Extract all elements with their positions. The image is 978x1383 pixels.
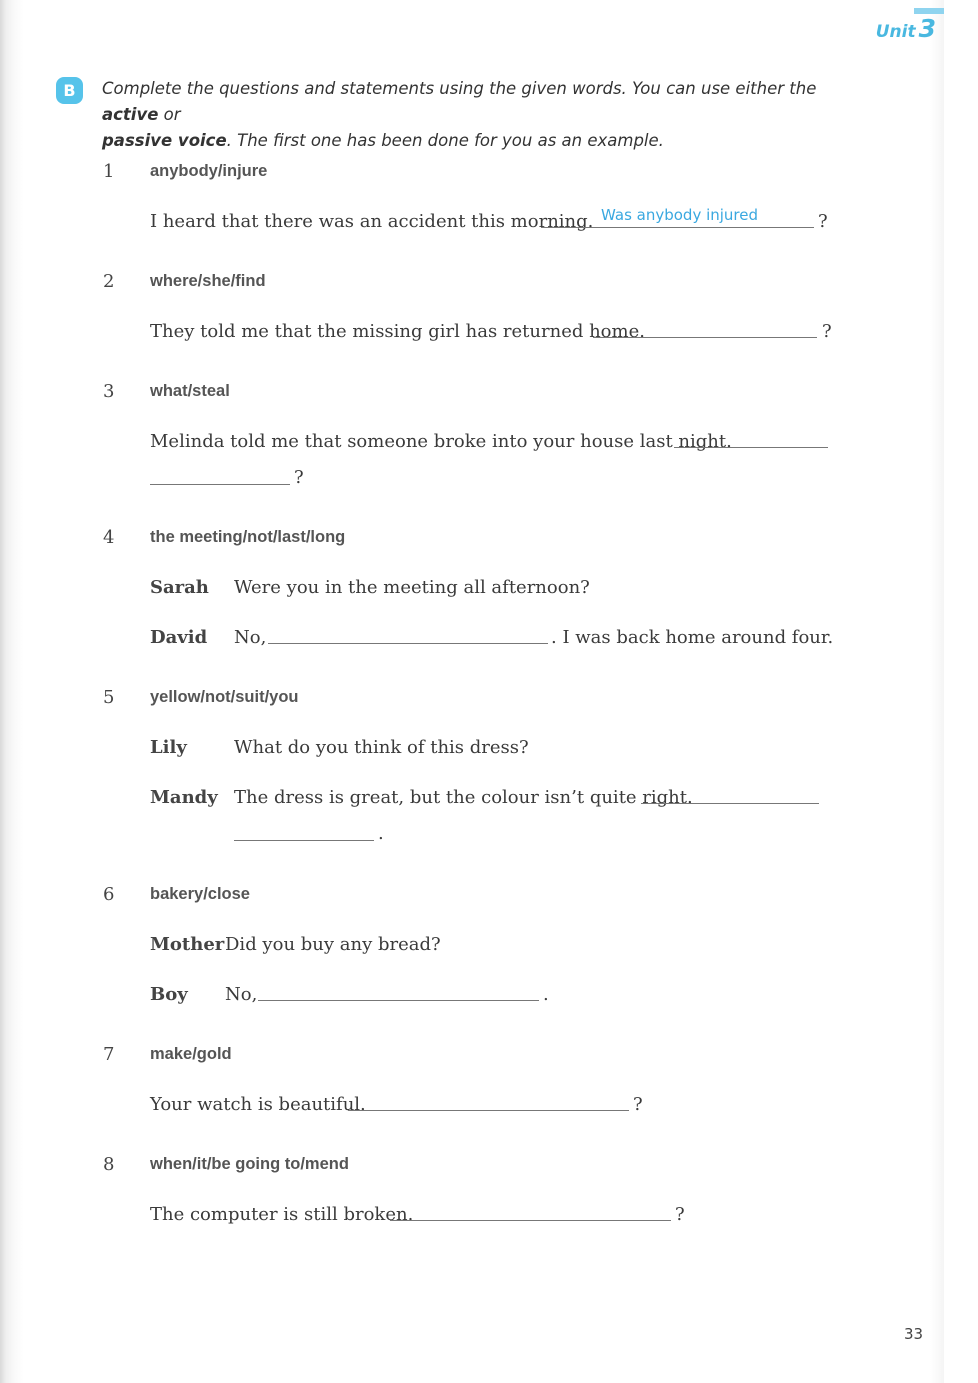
item-sentence: Your watch is beautiful. xyxy=(150,1094,366,1115)
answer-blank[interactable] xyxy=(268,643,548,644)
full-stop: . xyxy=(543,984,549,1005)
speaker-name: Mother xyxy=(150,934,225,955)
unit-number: 3 xyxy=(918,14,936,43)
answer-blank[interactable] xyxy=(674,447,828,448)
dialogue-line-start: No, xyxy=(234,627,267,648)
item-sentence: The computer is still broken. xyxy=(150,1204,414,1225)
full-stop: . xyxy=(378,823,384,844)
instruction-text-1: Complete the questions and statements using the given words. You can use either the xyxy=(102,79,817,98)
item-prompt: when/it/be going to/mend xyxy=(150,1155,349,1173)
item-prompt: anybody/injure xyxy=(150,162,268,180)
section-instructions xyxy=(102,76,842,154)
answer-blank[interactable] xyxy=(641,803,819,804)
question-mark: ? xyxy=(675,1204,685,1225)
question-mark: ? xyxy=(294,467,304,488)
dialogue-line: What do you think of this dress? xyxy=(234,737,529,758)
speaker-name: Lily xyxy=(150,737,187,758)
item-sentence: They told me that the missing girl has returned home. xyxy=(150,321,645,342)
answer-blank-continued[interactable] xyxy=(150,484,290,485)
item-prompt: bakery/close xyxy=(150,885,250,903)
sentence-text: I heard that there was an accident this morning. xyxy=(150,211,594,232)
dialogue-line: Were you in the meeting all afternoon? xyxy=(234,577,590,598)
item-number: 3 xyxy=(103,381,115,402)
item-prompt: where/she/find xyxy=(150,272,266,290)
dialogue-line: Did you buy any bread? xyxy=(225,934,441,955)
answer-blank[interactable] xyxy=(541,227,814,228)
unit-heading xyxy=(876,14,936,43)
item-prompt: yellow/not/suit/you xyxy=(150,688,299,706)
dialogue-line: The dress is great, but the colour isn’t quite right. xyxy=(234,787,693,808)
item-number: 8 xyxy=(103,1154,115,1175)
item-number: 7 xyxy=(103,1044,115,1065)
unit-label: Unit xyxy=(875,22,916,42)
page-edge xyxy=(944,0,978,1383)
item-sentence xyxy=(150,211,593,232)
item-number: 1 xyxy=(103,161,115,182)
item-number: 2 xyxy=(103,271,115,292)
item-prompt: what/steal xyxy=(150,382,230,400)
speaker-name: Sarah xyxy=(150,577,209,598)
example-answer: Was anybody injured xyxy=(601,206,759,224)
instruction-passive: passive voice xyxy=(102,131,227,150)
instruction-text-3: . The first one has been done for you as an example. xyxy=(226,131,664,150)
section-badge: B xyxy=(56,77,83,104)
page-number: 33 xyxy=(904,1325,924,1343)
answer-blank[interactable] xyxy=(390,1220,671,1221)
item-sentence: Melinda told me that someone broke into your house last night. xyxy=(150,431,732,452)
answer-blank-continued[interactable] xyxy=(234,840,374,841)
instruction-active: active xyxy=(102,105,159,124)
speaker-name: Mandy xyxy=(150,787,218,808)
question-mark: ? xyxy=(633,1094,643,1115)
item-number: 5 xyxy=(103,687,115,708)
instruction-text-2: or xyxy=(158,105,181,124)
dialogue-line-start: No, xyxy=(225,984,258,1005)
item-number: 4 xyxy=(103,527,115,548)
item-prompt: make/gold xyxy=(150,1045,232,1063)
dialogue-line-end: . I was back home around four. xyxy=(551,627,834,648)
speaker-name: David xyxy=(150,627,208,648)
speaker-name: Boy xyxy=(150,984,188,1005)
question-mark: ? xyxy=(822,321,832,342)
item-prompt: the meeting/not/last/long xyxy=(150,528,346,546)
answer-blank[interactable] xyxy=(593,337,817,338)
item-number: 6 xyxy=(103,884,115,905)
answer-blank[interactable] xyxy=(348,1110,629,1111)
question-mark: ? xyxy=(818,211,828,232)
answer-blank[interactable] xyxy=(258,1000,539,1001)
